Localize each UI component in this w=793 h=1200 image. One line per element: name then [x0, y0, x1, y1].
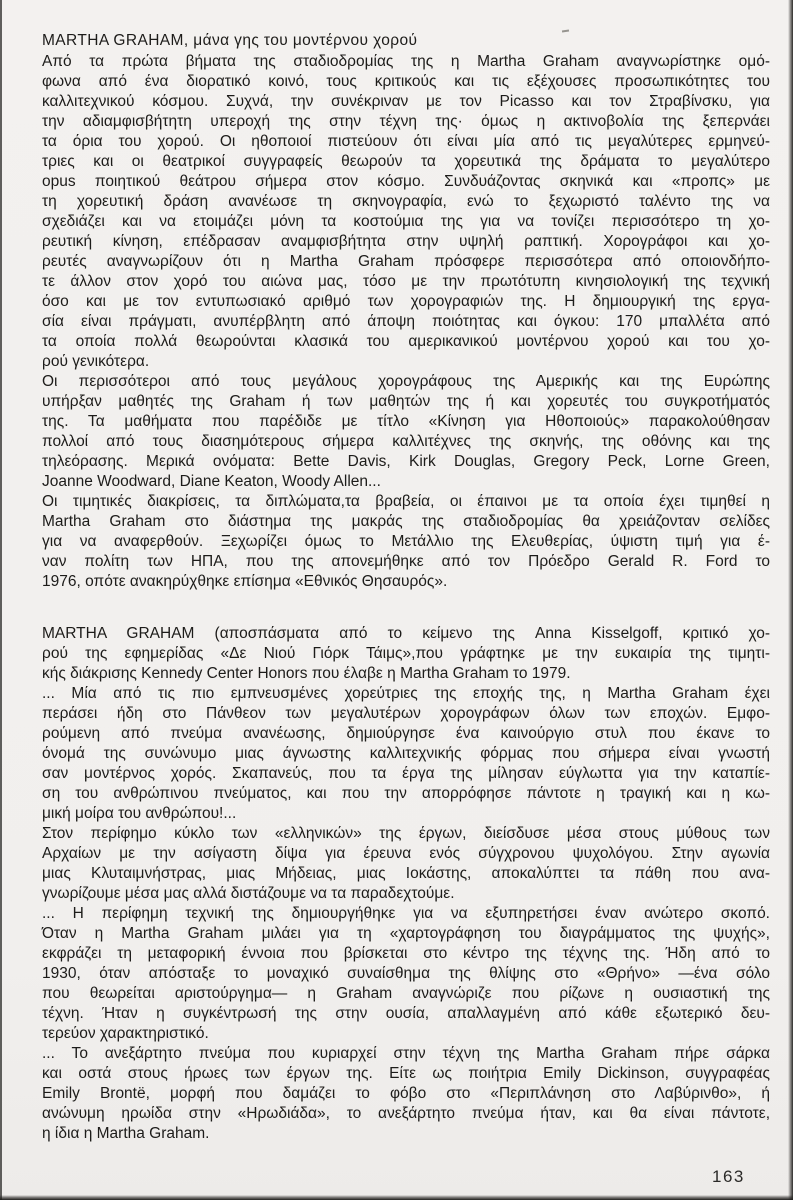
text-line: καλλιτεχνικού κόσμου. Συχνά, την συνέκριναν με τον Picasso και τον Στραβίνσκυ, για: [42, 93, 770, 110]
text-line: όνομά της συνώνυμο μιας άγνωστης καλλιτεχνικής φόρμας που σήμερα είναι γνωστή: [42, 745, 770, 762]
text-line: τηλεόρασης. Μερικά ονόματα: Bette Davis, Kirk Douglas, Gregory Peck, Lorne Green,: [42, 453, 770, 470]
text-line: ση του ανθρώπινου πνεύματος, και που την απορρόφησε πάντοτε η τραγική και η κω-: [42, 785, 770, 802]
text-line: σαν μοντέρνος χορός. Σκαπανεύς, που τα έργα της μίλησαν εύγλωττα για την καταπίε-: [42, 765, 770, 782]
text-line: μιας Κλυταιμνήστρας, μιας Μήδειας, μιας Ιοκάστης, αποκαλύπτει τα πάθη που ανα-: [42, 865, 770, 882]
text-block: [42, 30, 770, 1144]
text-line: ρευτική κίνηση, επέδρασαν αναμφισβήτητα στην υψηλή ραπτική. Χορογράφοι και χο-: [42, 233, 770, 250]
text-line: Οι περισσότεροι από τους μεγάλους χορογράφους της Αμερικής και της Ευρώπης: [42, 373, 770, 390]
text-line: της. Τα μαθήματα που παρέδιδε με τίτλο «Κίνηση για Ηθοποιούς» παρακολούθησαν: [42, 413, 770, 430]
text-line: Αρχαίων με την ασίγαστη δίψα για έρευνα ενός σύγχρονου ψυχολόγου. Στην αγωνία: [42, 845, 770, 862]
paragraph: [42, 904, 770, 1044]
text-line: φωνα από ένα διορατικό κοινό, τους κριτικούς και τις εξέχουσες προσωπικότητες του: [42, 73, 770, 90]
text-line: MARTHA GRAHAM (αποσπάσματα από το κείμενο της Anna Kisselgoff, κριτικό χο-: [42, 625, 770, 642]
text-line: Όταν η Martha Graham μιλάει για τη «χαρτογράφηση του διαγράμματος της ψυχής»,: [42, 925, 770, 942]
paragraph: [42, 492, 770, 592]
text-line: μική μοίρα του ανθρώπου!...: [42, 805, 237, 822]
text-line: και οστά στους ήρωες των έργων της. Είτε ως ποιήτρια Emily Dickinson, συγγραφέας: [42, 1065, 770, 1082]
text-line: σία είναι πράγματι, ανυπέρβλητη από άποψη ποιότητας και όγκου: 170 μπαλλέτα από: [42, 313, 770, 330]
scan-edge-left: [0, 0, 2, 1200]
paragraph: [42, 1044, 770, 1144]
text-line: για να αναφερθούν. Ξεχωρίζει όμως το Μετάλλιο της Ελευθερίας, ύψιστη τιμή για έ-: [42, 533, 770, 550]
text-line: υπήρξαν μαθητές της Graham ή των μαθητών της ή και χορευτές του συγκροτήματός: [42, 393, 770, 410]
text-line: ναν πολίτη των ΗΠΑ, που της απονεμήθηκε από τον Πρόεδρο Gerald R. Ford το: [42, 553, 770, 570]
text-line: σχεδιάζει και να ετοιμάζει μόνη τα κοστούμια της για να τονίζει περισσότερο τη χο-: [42, 213, 770, 230]
text-line: η ίδια η Martha Graham.: [42, 1125, 210, 1142]
text-line: Joanne Woodward, Diane Keaton, Woody Allen...: [42, 473, 381, 490]
paragraph: [42, 372, 770, 492]
section-biography: [42, 30, 770, 592]
text-line: ρευτές αναγνωρίζουν ότι η Martha Graham πρόσφερε περισσότερα από οποιονδήπο-: [42, 253, 770, 270]
text-line: ρού της εφημερίδας «Δε Νιού Γιόρκ Τάιμς»,που γράφτηκε με την ευκαιρία της τιμητι-: [42, 645, 770, 662]
text-line: Στον περίφημο κύκλο των «ελληνικών» της έργων, διείσδυσε μέσα στους μύθους των: [42, 825, 770, 842]
section-kisselgoff-excerpts: [42, 624, 770, 1144]
text-line: γνωρίζουμε μέσα μας αλλά διστάζουμε να τα παραδεχτούμε.: [42, 885, 455, 902]
text-line: τερεύον χαρακτηριστικό.: [42, 1025, 209, 1042]
text-line: περάσει ήδη στο Πάνθεον των μεγαλυτέρων χορογράφων όλων των εποχών. Εμφο-: [42, 705, 770, 722]
text-line: 1976, οπότε ανακηρύχθηκε επίσημα «Εθνικός Θησαυρός».: [42, 573, 448, 590]
text-line: 1930, όταν απόσταξε το μοναχικό συναίσθημα της θλίψης στο «Θρήνο» —ένα σόλο: [42, 965, 770, 982]
text-line: τα όρια του χορού. Οι ηθοποιοί πιστεύουν ότι είναι μία από τις μεγαλύτερες ερμηνεύ-: [42, 133, 770, 150]
text-line: Από τα πρώτα βήματα της σταδιοδρομίας της η Martha Graham αναγνωρίστηκε ομό-: [42, 53, 770, 70]
text-line: τέχνη. Ήταν η συγκέντρωσή της στην ουσία, απαλλαγμένη από κάθε εξωτερικό δευ-: [42, 1005, 770, 1022]
paragraph: [42, 52, 770, 372]
scan-edge-right: [788, 0, 793, 1200]
text-line: που θεωρείται αριστούργημα— η Graham αναγνώριζε που ρίζωνε η ουσιαστική της: [42, 985, 770, 1002]
page-number: 163: [712, 1167, 745, 1186]
paragraph: [42, 824, 770, 904]
text-line: ανώνυμη ηρωίδα στην «Ηρωδιάδα», το ανεξάρτητο πνεύμα ήταν, και θα είναι πάντοτε,: [42, 1105, 770, 1122]
text-line: opus ποιητικού θεάτρου σήμερα στον κόσμο. Συνδυάζοντας σκηνικά και «προπς» με: [42, 173, 770, 190]
text-line: εκφράζει τη μεταφορική έννοια που βρίσκεται στο κέντρο της τέχνης της. Ήδη από το: [42, 945, 770, 962]
text-line: ... Μία από τις πιο εμπνευσμένες χορεύτριες της εποχής της, η Martha Graham έχει: [42, 685, 770, 702]
document-title: MARTHA GRAHAM, μάνα γης του μοντέρνου χορού: [42, 32, 418, 49]
text-line: ... Το ανεξάρτητο πνεύμα που κυριαρχεί στην τέχνη της Martha Graham πήρε σάρκα: [42, 1045, 770, 1062]
text-line: ρούμενη από πνεύμα ανανέωσης, δημιούργησε ένα καινούργιο στυλ που έκανε το: [42, 725, 770, 742]
text-line: όσο και με τον εντυπωσιακό αριθμό των χορογραφιών της. Η δημιουργική της εργα-: [42, 293, 770, 310]
text-line: Οι τιμητικές διακρίσεις, τα διπλώματα,τα βραβεία, οι έπαινοι με τα οποία έχει τιμηθεί η: [42, 493, 770, 510]
text-line: Emily Brontë, μορφή που δαμάζει το φόβο στο «Περιπλάνηση στο Λαβύρινθο», ή: [42, 1085, 770, 1102]
text-line: τριες και οι θεατρικοί συγγραφείς θεωρούν τα χορευτικά της δράματα το μεγαλύτερο: [42, 153, 770, 170]
paragraph: [42, 684, 770, 824]
text-line: τη χορευτική δράση ανανέωσε τη σκηνογραφία, ενώ το ξεχωριστό ταλέντο της να: [42, 193, 770, 210]
text-line: ρού γενικότερα.: [42, 353, 150, 370]
paragraph: [42, 624, 770, 684]
text-line: κής διάκρισης Kennedy Center Honors που έλαβε η Martha Graham το 1979.: [42, 665, 571, 682]
text-line: τε άλλον στον χορό του αιώνα μας, τόσο με την πρωτότυπη κινησιολογική της τεχνική: [42, 273, 770, 290]
text-line: πολλοί από τους διασημότερους σήμερα καλλιτέχνες της σκηνής, της οθόνης και της: [42, 433, 770, 450]
text-line: ... Η περίφημη τεχνική της δημιουργήθηκε για να εξυπηρετήσει έναν ανώτερο σκοπό.: [42, 905, 770, 922]
scan-edge-bottom: [0, 1195, 793, 1200]
text-line: τα οποία πολλά θεωρούνται κλασικά του αμερικανικού μοντέρνου χορού και του χο-: [42, 333, 770, 350]
text-line: την αδιαμφισβήτητη υπεροχή της στην τέχνη της· όμως η ακτινοβολία της ξεπερνάει: [42, 113, 770, 130]
text-line: Martha Graham στο διάστημα της μακράς της σταδιοδρομίας θα χρειάζονταν σελίδες: [42, 513, 770, 530]
